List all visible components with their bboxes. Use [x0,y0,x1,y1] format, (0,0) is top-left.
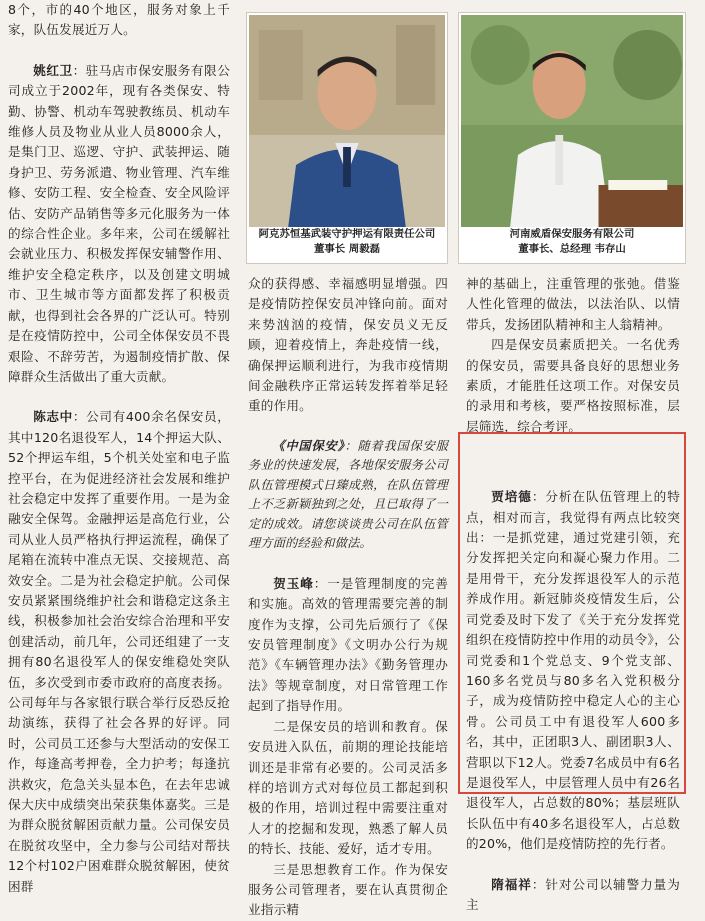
speaker-name-sui: 隋福祥 [491,876,532,892]
article-column-2 [248,274,448,921]
caption-title-wei: 董事长、总经理 韦存山 [518,243,626,255]
col3-paragraph-continued: 神的基础上，注重管理的张弛。借鉴人性化管理的做法，以法治队、以情带兵，发扬团队精神和主人翁精神。 [466,276,680,332]
col3-text-sui: ：针对公司以辅警力量为主 [466,876,680,912]
caption-title-zhou: 董事长 周毅磊 [314,243,380,255]
col2-paragraph-he [248,574,448,717]
speaker-name-he: 贺玉峰 [273,575,314,591]
speaker-name-yao: 姚红卫 [33,62,73,78]
col3-text-jia: ：分析在队伍管理上的特点，相对而言，我觉得有两点比较突出：一是抓党建，通过党建引领，充分发挥把关定向和凝心聚力作用。二是用骨干，充分发挥退役军人的示范养成作用。新冠肺炎疫情发生后，公司党委及时下发了《关于充分发挥党组织在疫情防控中作用的动员令》，公司党委和1个党总支、9个党支部、160多名党员与80多名入党积极分子，成为疫情防控中稳定人心的主心骨。公司员工中有退役军人600多名，其中，正团职3人、副团职3人、营职以下12人。党委7名成员中有6名是退役军人，中层管理人员中有26名退役军人，占总数的80%；基层班队长队伍中有40多名退役军人，占总数的20%，他们是疫情防控的先行者。 [466,489,680,852]
col2-paragraph-continued: 众的获得感、幸福感明显增强。四是疫情防控保安员冲锋向前。面对来势汹汹的疫情，保安员义无反顾，迎着疫情上，奔赴疫情一线，确保押运顺利进行，为我市疫情期间金融秩序正常运转发挥着举足轻重的作用。 [248,276,448,414]
col2-paragraph-education: 三是思想教育工作。作为保安服务公司管理者，要在认真贯彻企业指示精 [248,861,448,918]
article-column-1 [8,0,230,897]
col1-text-yao: ：驻马店市保安服务有限公司成立于2002年，现有各类保安、特勤、协警、机动车驾驶教练员、机动车维修人员及物业从业人员8000余人，是集门卫、巡逻、守护、武装押运、随身护卫、劳务派遣、物业管理、汽车维修、安防工程、安全检查、安全风险评估、安防产品销售等多元化服务为一体的综合性企业。多年来，公司在缓解社会就业压力、积极发挥保安辅警作用、维护安全稳定秩序，以及创建文明城市、卫生城市等方面都发挥了积极贡献，也得到社会各界的广泛认可。特别是在疫情防控中，公司全体保安员不畏艰险、不辞劳苦，为遏制疫情扩散、保障群众生活做出了重大贡献。 [8,62,230,384]
col1-text-chen: ：公司有400余名保安员，其中120名退役军人，14个押运大队、52个押运车组，5个机关处室和电子监控平台，在为促进经济社会发展和维护社会稳定中发挥了重要作用。一是为金融安全保驾。金融押运是高危行业，公司从业人员严格执行押运流程，确保了尾箱在流转中准点无误、交接规范、高效安全。二是为社会稳定护航。公司保安员紧紧围绕维护社会和谐稳定这条主线，积极参加社会治安综合治理和平安创建活动，前几年，公司还组建了一支拥有80名退役军人的保安维稳处突队伍，多次受到市委市政府的高度表扬。公司每年与各家银行联合举行反恐反抢劫演练，获得了社会各界的好评。同时，公司员工还参与大型活动的安保工作，每逢高考押卷，全力护考；每逢抗洪救灾，危急关头显本色，在去年忠诚保大庆中成绩突出荣获集体嘉奖。三是为群众脱贫解困贡献力量。公司保安员在脱贫攻坚中，全力参与公司结对帮扶12个村102户困难群众脱贫解困，使贫困群 [8,409,230,894]
photo-caption-wei [459,227,685,257]
portrait-photo-zhou [246,12,448,264]
speaker-name-jia: 贾培德 [491,489,532,505]
portrait-image-wei [461,15,683,227]
col3-paragraph-quality: 四是保安员素质把关。一名优秀的保安员，需要具备良好的思想业务素质，才能胜任这项工作。对保安员的录用和考核，要严格按照标准，层层筛选，综合考评。 [466,337,680,434]
col1-paragraph-chen [8,407,230,897]
highlight-annotation-box [458,432,686,794]
caption-company-zhou: 阿克苏恒基武装守护押运有限责任公司 [258,228,436,240]
portrait-image-zhou [249,15,445,227]
caption-company-wei: 河南威盾保安服务有限公司 [509,228,635,240]
speaker-name-chen: 陈志中 [33,409,73,425]
question-label: 《中国保安》 [272,438,345,453]
interview-question [248,437,448,554]
col2-text-he: ：一是管理制度的完善和实施。高效的管理需要完善的制度作为支撑，公司先后颁行了《保安员管理制度》《文明办公行为规范》《车辆管理办法》《勤务管理办法》等规章制度，对日常管理工作起到了指导作用。 [248,575,449,714]
portrait-photo-wei [458,12,686,264]
question-text: ：随着我国保安服务业的快速发展，各地保安服务公司队伍管理模式日臻成熟，在队伍管理上不乏新颖独到之处，且已取得了一定的成效。请您谈谈贵公司在队伍管理方面的经验和做法。 [248,438,448,551]
col2-paragraph-training: 二是保安员的培训和教育。保安员进入队伍，前期的理论技能培训还是非常有必要的。公司灵活多样的培训方式对每位员工都起到积极的作用，培训过程中需要注重对人才的挖掘和发现，熟悉了解人员的特长、技能、爱好，适才专用。 [248,718,448,857]
col1-paragraph-intro: 8个，市的40个地区，服务对象上千家，队伍发展近万人。 [8,2,230,38]
col1-paragraph-yao [8,61,230,388]
photo-caption-zhou [247,227,447,257]
col3-paragraph-sui [466,875,680,916]
